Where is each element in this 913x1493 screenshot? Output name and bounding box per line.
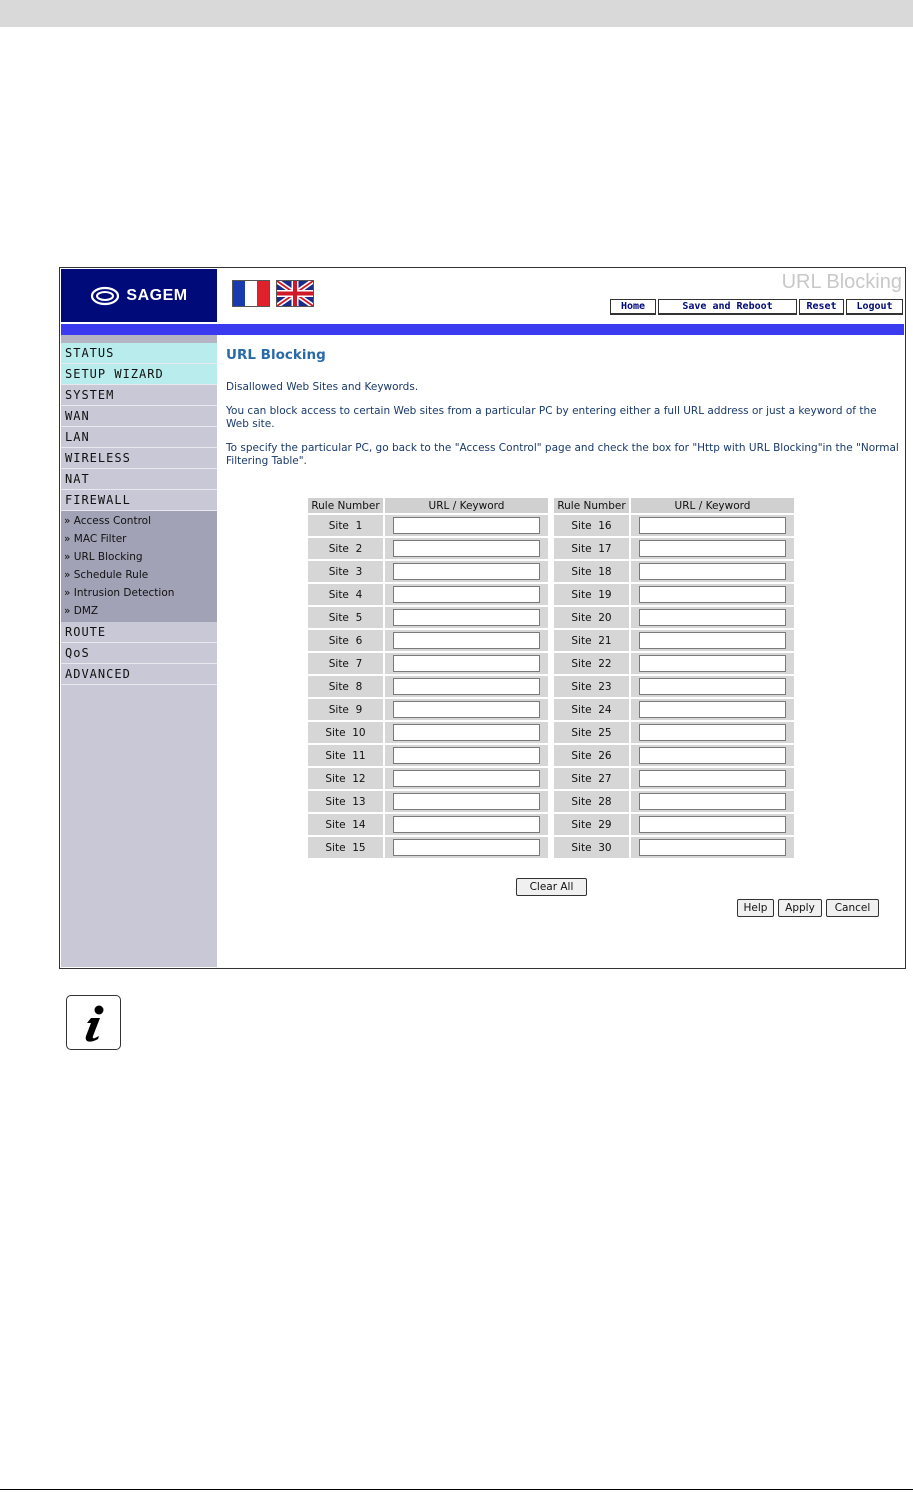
info-i-icon <box>77 1003 111 1043</box>
apply-button[interactable]: Apply <box>778 899 822 917</box>
table-row <box>308 722 794 743</box>
column-header-url-keyword: URL / Keyword <box>631 498 794 513</box>
sidebar-item-route[interactable]: ROUTE <box>61 622 217 643</box>
rule-number-cell: Site 22 <box>554 653 629 674</box>
submenu-item-url-blocking[interactable]: » URL Blocking <box>64 551 143 563</box>
rule-number-cell: Site 28 <box>554 791 629 812</box>
url-keyword-input[interactable] <box>639 563 786 580</box>
table-row <box>308 538 794 559</box>
url-keyword-input[interactable] <box>639 747 786 764</box>
rule-number-cell: Site 20 <box>554 607 629 628</box>
table-row <box>308 814 794 835</box>
help-button[interactable]: Help <box>737 899 774 917</box>
table-header-row <box>308 498 794 513</box>
url-keyword-input[interactable] <box>393 816 540 833</box>
document-bottom-line <box>0 1489 913 1490</box>
rule-number-cell: Site 13 <box>308 791 383 812</box>
rule-number-cell: Site 8 <box>308 676 383 697</box>
logout-button[interactable]: Logout <box>846 299 903 315</box>
subtitle: Disallowed Web Sites and Keywords. <box>226 381 419 393</box>
sidebar-item-advanced[interactable]: ADVANCED <box>61 664 217 685</box>
table-row <box>308 676 794 697</box>
uk-flag-icon[interactable] <box>276 280 314 307</box>
page-title: URL Blocking <box>226 347 326 363</box>
rule-number-cell: Site 7 <box>308 653 383 674</box>
sagem-logo-icon <box>90 286 120 306</box>
rule-number-cell: Site 12 <box>308 768 383 789</box>
firewall-submenu <box>61 511 217 622</box>
sidebar-item-nat[interactable]: NAT <box>61 469 217 490</box>
rule-number-cell: Site 21 <box>554 630 629 651</box>
rule-number-cell: Site 17 <box>554 538 629 559</box>
url-keyword-input[interactable] <box>639 816 786 833</box>
rule-number-cell: Site 30 <box>554 837 629 858</box>
url-keyword-input[interactable] <box>639 839 786 856</box>
url-keyword-input[interactable] <box>393 655 540 672</box>
rule-number-cell: Site 10 <box>308 722 383 743</box>
url-keyword-input[interactable] <box>393 540 540 557</box>
url-keyword-input[interactable] <box>393 517 540 534</box>
french-flag-icon[interactable] <box>232 280 270 307</box>
table-row <box>308 768 794 789</box>
url-keyword-input[interactable] <box>639 793 786 810</box>
table-row <box>308 791 794 812</box>
sidebar-item-status[interactable]: STATUS <box>61 343 217 364</box>
sidebar-item-firewall[interactable]: FIREWALL <box>61 490 217 511</box>
url-keyword-input[interactable] <box>393 793 540 810</box>
sidebar <box>61 335 217 967</box>
instruction-text: To specify the particular PC, go back to the "Access Control" page and check the box for "Http with URL Blocking"in the "Normal Filtering Table". <box>226 442 899 467</box>
main-content <box>220 343 900 468</box>
home-button[interactable]: Home <box>610 299 656 315</box>
url-keyword-input[interactable] <box>639 609 786 626</box>
rule-number-cell: Site 6 <box>308 630 383 651</box>
rule-number-cell: Site 9 <box>308 699 383 720</box>
page-heading: URL Blocking <box>781 271 902 293</box>
rule-number-cell: Site 3 <box>308 561 383 582</box>
rule-number-cell: Site 25 <box>554 722 629 743</box>
table-row <box>308 699 794 720</box>
table-row <box>308 515 794 536</box>
column-header-rule-number: Rule Number <box>554 498 629 513</box>
rule-number-cell: Site 29 <box>554 814 629 835</box>
rule-number-cell: Site 4 <box>308 584 383 605</box>
url-keyword-input[interactable] <box>393 770 540 787</box>
top-nav <box>608 299 903 315</box>
clear-all-button[interactable]: Clear All <box>516 878 587 896</box>
rule-number-cell: Site 27 <box>554 768 629 789</box>
table-row <box>308 630 794 651</box>
accent-strip <box>61 324 904 335</box>
table-row <box>308 607 794 628</box>
save-and-reboot-button[interactable]: Save and Reboot <box>658 299 797 315</box>
sidebar-item-wan[interactable]: WAN <box>61 406 217 427</box>
info-note-icon <box>66 995 121 1050</box>
submenu-item-intrusion-detection[interactable]: » Intrusion Detection <box>64 587 175 599</box>
url-keyword-input[interactable] <box>639 724 786 741</box>
rule-number-cell: Site 14 <box>308 814 383 835</box>
logo-text: SAGEM <box>126 286 188 304</box>
url-keyword-input[interactable] <box>393 747 540 764</box>
url-keyword-input[interactable] <box>393 632 540 649</box>
sidebar-item-wireless[interactable]: WIRELESS <box>61 448 217 469</box>
url-keyword-input[interactable] <box>639 655 786 672</box>
document-top-bar <box>0 0 913 27</box>
reset-button[interactable]: Reset <box>799 299 844 315</box>
table-row <box>308 745 794 766</box>
url-blocking-table <box>306 496 796 860</box>
submenu-item-mac-filter[interactable]: » MAC Filter <box>64 533 127 545</box>
submenu-item-schedule-rule[interactable]: » Schedule Rule <box>64 569 149 581</box>
url-keyword-input[interactable] <box>393 724 540 741</box>
sagem-logo <box>61 269 217 322</box>
rule-number-cell: Site 11 <box>308 745 383 766</box>
rule-number-cell: Site 16 <box>554 515 629 536</box>
url-keyword-input[interactable] <box>639 540 786 557</box>
sidebar-item-system[interactable]: SYSTEM <box>61 385 217 406</box>
rule-number-cell: Site 2 <box>308 538 383 559</box>
table-row <box>308 653 794 674</box>
rule-number-cell: Site 24 <box>554 699 629 720</box>
column-header-rule-number: Rule Number <box>308 498 383 513</box>
rule-number-cell: Site 23 <box>554 676 629 697</box>
description-text: You can block access to certain Web sites from a particular PC by entering either a full URL address or just a keyword of the Web site. <box>226 405 877 430</box>
rule-number-cell: Site 15 <box>308 837 383 858</box>
router-window <box>59 267 906 969</box>
table-row <box>308 837 794 858</box>
sidebar-item-lan[interactable]: LAN <box>61 427 217 448</box>
sidebar-item-setup-wizard[interactable]: SETUP WIZARD <box>61 364 217 385</box>
submenu-item-access-control[interactable]: » Access Control <box>64 515 151 527</box>
url-keyword-input[interactable] <box>393 678 540 695</box>
url-keyword-input[interactable] <box>393 563 540 580</box>
language-flags <box>232 280 314 307</box>
sidebar-item-qos[interactable]: QoS <box>61 643 217 664</box>
url-keyword-input[interactable] <box>639 517 786 534</box>
rule-number-cell: Site 18 <box>554 561 629 582</box>
rule-number-cell: Site 1 <box>308 515 383 536</box>
url-keyword-input[interactable] <box>393 701 540 718</box>
table-row <box>308 584 794 605</box>
url-keyword-input[interactable] <box>639 701 786 718</box>
url-keyword-input[interactable] <box>393 839 540 856</box>
url-keyword-input[interactable] <box>393 586 540 603</box>
url-keyword-input[interactable] <box>393 609 540 626</box>
url-keyword-input[interactable] <box>639 586 786 603</box>
rule-number-cell: Site 19 <box>554 584 629 605</box>
url-keyword-input[interactable] <box>639 678 786 695</box>
column-header-url-keyword: URL / Keyword <box>385 498 548 513</box>
rule-number-cell: Site 5 <box>308 607 383 628</box>
url-keyword-input[interactable] <box>639 770 786 787</box>
url-keyword-input[interactable] <box>639 632 786 649</box>
rule-number-cell: Site 26 <box>554 745 629 766</box>
table-row <box>308 561 794 582</box>
submenu-item-dmz[interactable]: » DMZ <box>64 605 99 617</box>
cancel-button[interactable]: Cancel <box>826 899 879 917</box>
